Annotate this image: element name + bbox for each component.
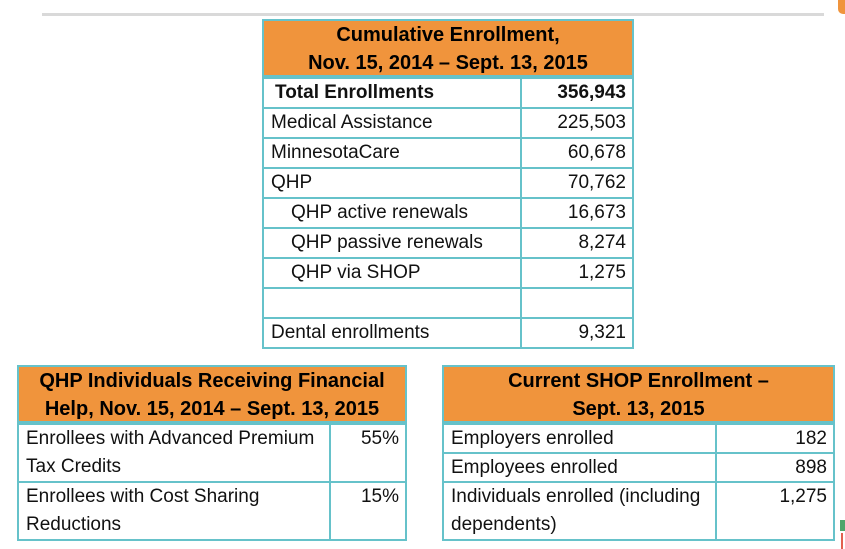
table-row xyxy=(444,481,833,539)
top-right-orange-accent xyxy=(838,0,845,14)
table-row xyxy=(264,137,632,167)
row-value: 225,503 xyxy=(520,109,632,137)
table-row xyxy=(444,423,833,452)
row-label: QHP xyxy=(271,172,313,193)
table-row xyxy=(444,452,833,481)
row-label: Dental enrollments xyxy=(271,322,430,343)
table-title-line2: Nov. 15, 2014 – Sept. 13, 2015 xyxy=(308,52,588,74)
row-label: Total Enrollments xyxy=(275,82,435,103)
row-value xyxy=(520,289,632,317)
table-row xyxy=(264,317,632,347)
table-row-empty xyxy=(264,287,632,317)
row-value: 60,678 xyxy=(520,139,632,167)
table-row xyxy=(264,77,632,107)
cumulative-enrollment-table xyxy=(262,19,634,349)
table-title-line1: QHP Individuals Receiving Financial xyxy=(39,370,385,392)
table-title-line1: Cumulative Enrollment, xyxy=(336,24,560,46)
table-title-line1: Current SHOP Enrollment – xyxy=(508,370,769,392)
table-row xyxy=(264,107,632,137)
table-row xyxy=(264,167,632,197)
table-row xyxy=(19,423,405,481)
row-label: Employees enrolled xyxy=(451,457,618,478)
table-row xyxy=(264,197,632,227)
row-value: 16,673 xyxy=(520,199,632,227)
row-value: 70,762 xyxy=(520,169,632,197)
row-label: QHP active renewals xyxy=(291,202,469,223)
table-title-line2: Help, Nov. 15, 2014 – Sept. 13, 2015 xyxy=(44,398,380,420)
row-value: 1,275 xyxy=(715,483,833,539)
table-header xyxy=(19,367,405,423)
row-value: 55% xyxy=(329,425,405,481)
table-header xyxy=(264,21,632,77)
row-value: 8,274 xyxy=(520,229,632,257)
row-label: QHP passive renewals xyxy=(291,232,483,253)
bottom-right-green-accent xyxy=(840,520,845,531)
financial-help-table xyxy=(17,365,407,541)
table-row xyxy=(19,481,405,539)
row-label: MinnesotaCare xyxy=(271,142,400,163)
table-row xyxy=(264,257,632,287)
table-header xyxy=(444,367,833,423)
row-label: Individuals enrolled (including dependents) xyxy=(451,486,701,535)
row-label: QHP via SHOP xyxy=(291,262,421,283)
row-label: Medical Assistance xyxy=(271,112,433,133)
row-value: 9,321 xyxy=(520,319,632,347)
row-value: 1,275 xyxy=(520,259,632,287)
row-value: 356,943 xyxy=(520,79,632,107)
row-label xyxy=(264,289,520,317)
row-value: 898 xyxy=(715,454,833,481)
row-value: 182 xyxy=(715,425,833,452)
table-title-line2: Sept. 13, 2015 xyxy=(572,398,705,420)
row-value: 15% xyxy=(329,483,405,539)
bottom-right-red-accent xyxy=(841,533,843,549)
table-row xyxy=(264,227,632,257)
shop-enrollment-table xyxy=(442,365,835,541)
row-label: Employers enrolled xyxy=(451,428,614,449)
row-label: Enrollees with Advanced Premium Tax Credits xyxy=(26,428,315,477)
top-divider-rule xyxy=(42,13,824,16)
row-label: Enrollees with Cost Sharing Reductions xyxy=(26,486,260,535)
